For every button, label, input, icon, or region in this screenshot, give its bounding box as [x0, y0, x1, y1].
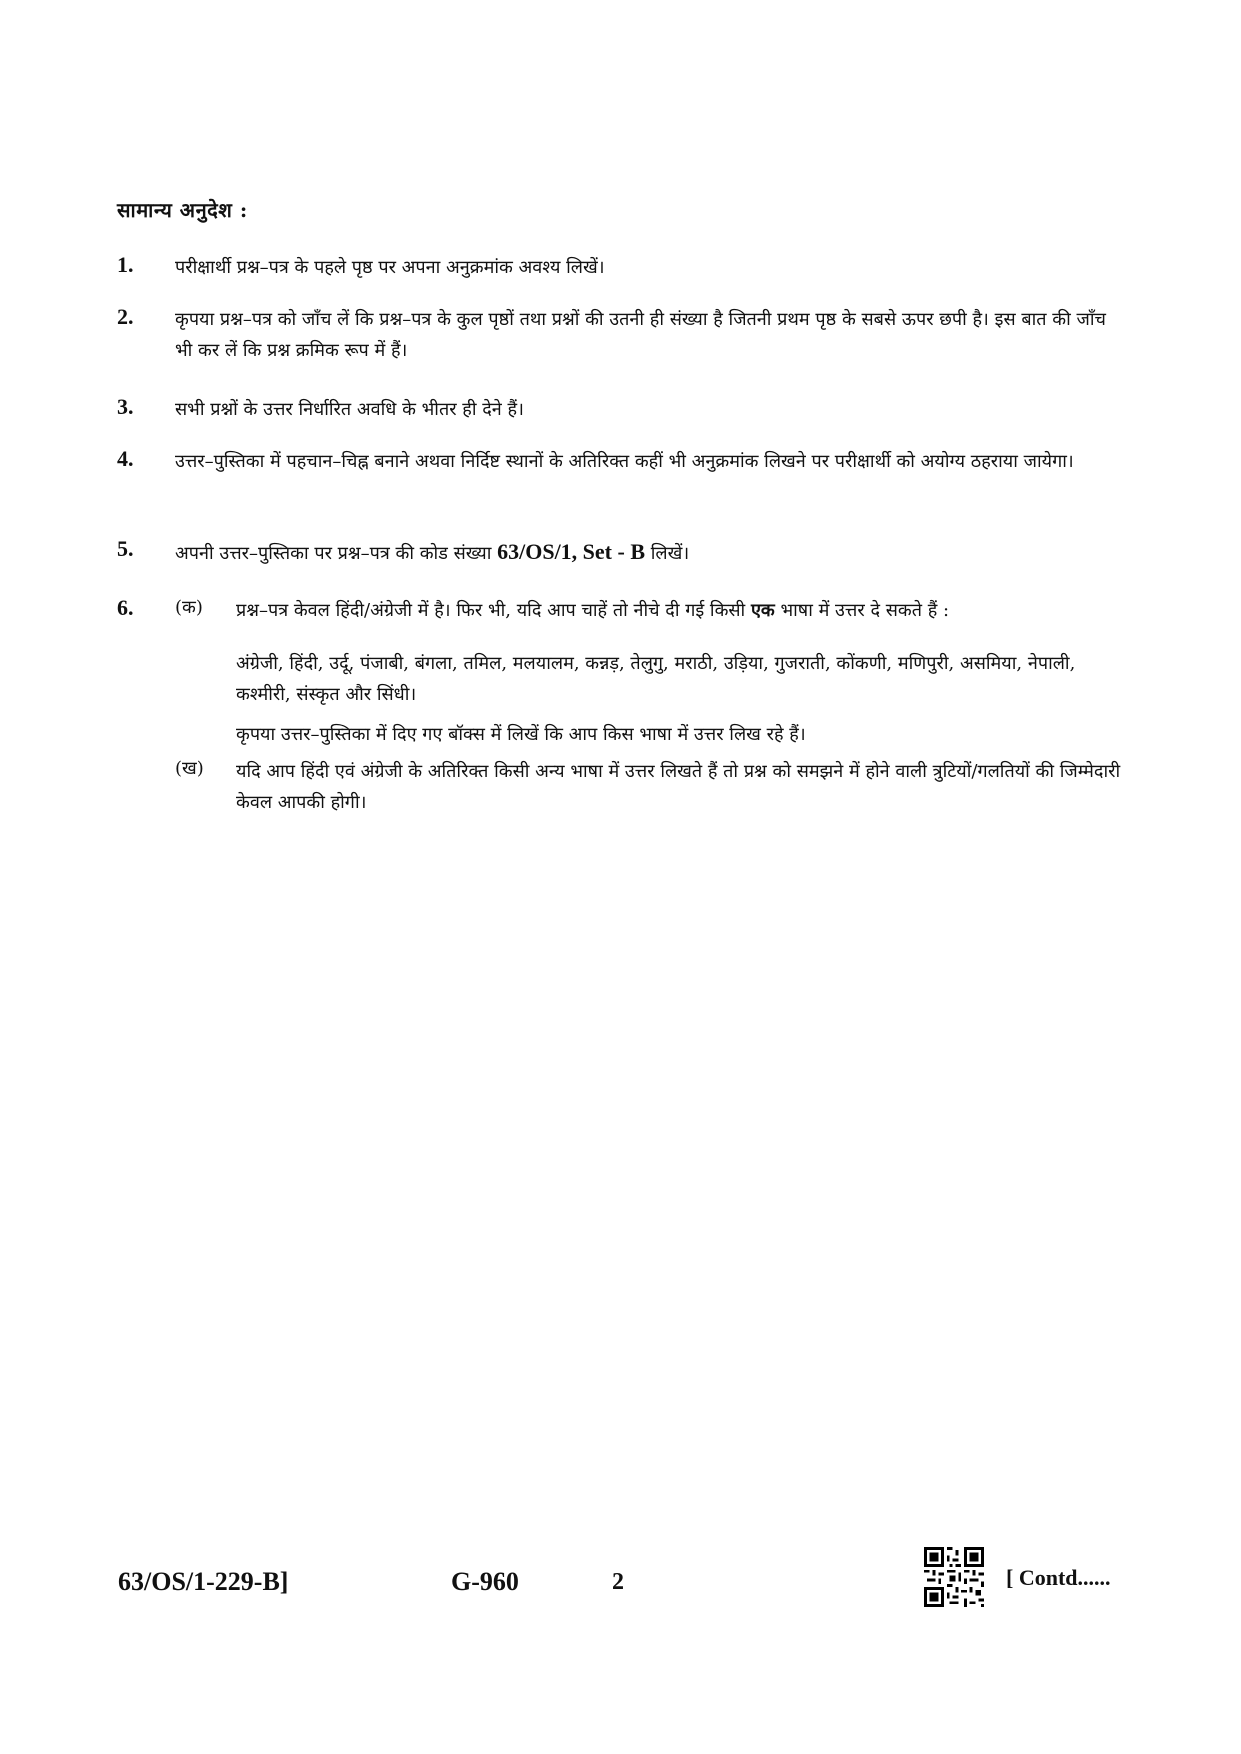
instruction-text-before: अपनी उत्तर–पुस्तिका पर प्रश्न–पत्र की कोड संख्या: [175, 543, 492, 564]
sub-text-kha: यदि आप हिंदी एवं अंग्रेजी के अतिरिक्त किसी अन्य भाषा में उत्तर लिखते हैं तो प्रश्न को समझने में होने वाली त्रुटियों/गलतियों की जिम्मेदारी केवल आपकी होगी।: [236, 761, 1121, 813]
instruction-6b: [175, 756, 1127, 818]
instruction-1: [117, 252, 1127, 283]
instruction-6a: [175, 595, 1127, 626]
instruction-text: [175, 536, 1127, 569]
footer-g-code: G-960: [451, 1567, 519, 1596]
box-note: कृपया उत्तर–पुस्तिका में दिए गए बॉक्स में लिखें कि आप किस भाषा में उत्तर लिख रहे हैं।: [236, 724, 806, 745]
sub-label-ka: (क): [175, 597, 203, 618]
sub-text-ka-before: प्रश्न–पत्र केवल हिंदी/अंग्रेजी में है। फिर भी, यदि आप चाहें तो नीचे दी गई किसी: [236, 600, 746, 621]
instruction-3: [117, 394, 1127, 425]
continued-label: [ Contd......: [1006, 1565, 1111, 1590]
paper-code-inline: 63/OS/1, Set - B: [497, 539, 646, 564]
page-number: 2: [612, 1569, 624, 1595]
general-instructions-heading: सामान्य अनुदेश :: [117, 198, 248, 222]
instruction-text: कृपया प्रश्न–पत्र को जाँच लें कि प्रश्न–पत्र के कुल पृष्ठों तथा प्रश्नों की उतनी ही संख्या है जितनी प्रथम पृष्ठ के सबसे ऊपर छपी है। इस बात की जाँच भी कर लें कि प्रश्न क्रमिक रूप में हैं।: [175, 309, 1106, 361]
instruction-number: 6.: [117, 595, 134, 620]
instruction-6: [117, 595, 1127, 818]
sub-label-kha: (ख): [175, 758, 204, 779]
instruction-text-after: लिखें।: [650, 543, 690, 564]
instruction-text: उत्तर–पुस्तिका में पहचान–चिह्न बनाने अथवा निर्दिष्ट स्थानों के अतिरिक्त कहीं भी अनुक्रमांक लिखने पर परीक्षार्थी को अयोग्य ठहराया जायेगा।: [175, 451, 1074, 472]
instruction-number: 4.: [117, 446, 134, 471]
instruction-text: परीक्षार्थी प्रश्न–पत्र के पहले पृष्ठ पर अपना अनुक्रमांक अवश्य लिखें।: [175, 257, 605, 278]
instruction-number: 5.: [117, 536, 134, 561]
instruction-number: 1.: [117, 252, 134, 277]
instruction-number: 2.: [117, 304, 134, 329]
instruction-2: [117, 304, 1127, 366]
sub-text-ka-bold: एक: [750, 600, 775, 621]
sub-text-ka-after: भाषा में उत्तर दे सकते हैं :: [780, 600, 950, 621]
languages-list: अंग्रेजी, हिंदी, उर्दू, पंजाबी, बंगला, तमिल, मलयालम, कन्नड़, तेलुगु, मराठी, उड़िया, गुजराती, कोंकणी, मणिपुरी, असमिया, नेपाली, कश्मीरी, संस्कृत और सिंधी।: [236, 653, 1076, 705]
sub-text-ka: [236, 595, 1127, 626]
instruction-number: 3.: [117, 394, 134, 419]
footer-paper-code: 63/OS/1-229-B]: [118, 1567, 289, 1596]
instruction-text: सभी प्रश्नों के उत्तर निर्धारित अवधि के भीतर ही देने हैं।: [175, 399, 524, 420]
instruction-5: [117, 536, 1127, 569]
qr-code-icon: [924, 1547, 984, 1607]
instruction-4: [117, 446, 1127, 477]
